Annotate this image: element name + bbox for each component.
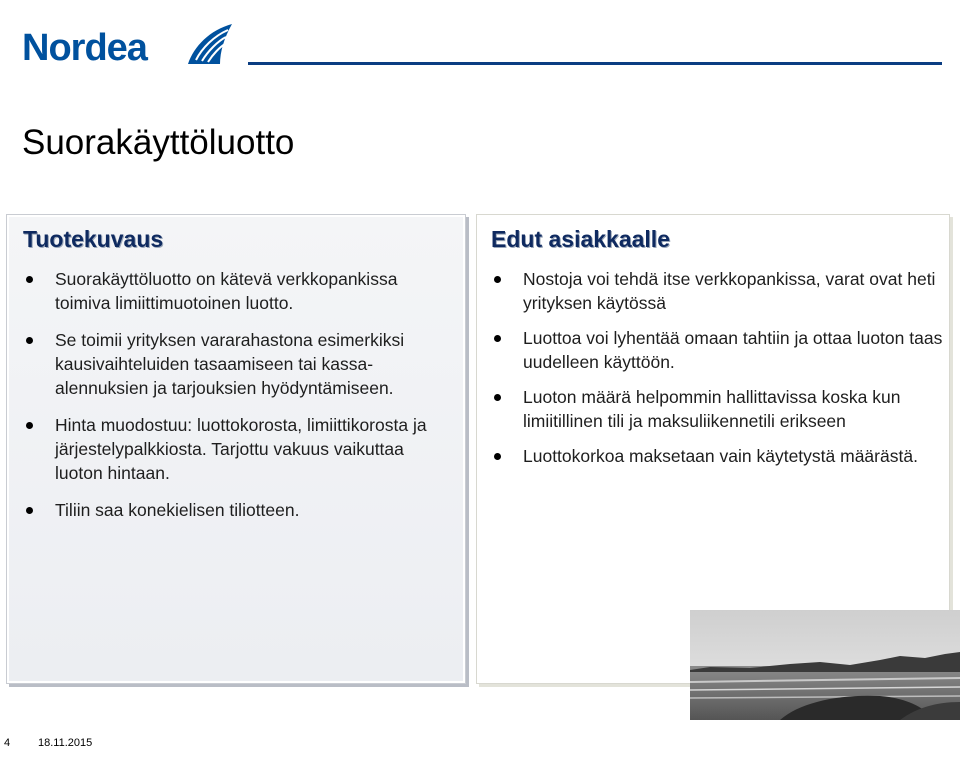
list-item-text: Se toimii yrityksen vararahastona esimerkiksi kausivaihteluiden tasaamiseen tai kassa-alennuksien ja tarjouksien hyödyntämiseen. bbox=[55, 330, 405, 398]
bullet-dot-icon bbox=[26, 337, 33, 344]
page-number: 4 bbox=[4, 737, 11, 749]
logo-wordmark: Nordea bbox=[22, 27, 147, 69]
list-item-text: Nostoja voi tehdä itse verkkopankissa, varat ovat heti yrityksen käytössä bbox=[523, 269, 936, 313]
list-item bbox=[23, 498, 453, 522]
list-item bbox=[23, 328, 453, 400]
list-item bbox=[491, 385, 943, 433]
list-item bbox=[491, 326, 943, 374]
list-item-text: Luoton määrä helpommin hallittavissa koska kun limiitillinen tili ja maksuliikennetili erikseen bbox=[523, 387, 901, 431]
product-description-list bbox=[23, 267, 453, 535]
bullet-dot-icon bbox=[494, 335, 501, 342]
panel-heading-product-description: Tuotekuvaus bbox=[23, 226, 164, 252]
list-item bbox=[491, 444, 943, 468]
bullet-dot-icon bbox=[494, 276, 501, 283]
bullet-dot-icon bbox=[26, 422, 33, 429]
bullet-dot-icon bbox=[26, 507, 33, 514]
list-item-text: Luottoa voi lyhentää omaan tahtiin ja ottaa luoton taas uudelleen käyttöön. bbox=[523, 328, 943, 372]
nordea-logo bbox=[22, 22, 232, 70]
list-item-text: Tiliin saa konekielisen tiliotteen. bbox=[55, 500, 300, 520]
product-description-panel bbox=[6, 214, 466, 684]
list-item bbox=[491, 267, 943, 315]
customer-benefits-list bbox=[491, 267, 943, 479]
panel-heading-customer-benefits: Edut asiakkaalle bbox=[491, 226, 670, 252]
header-rule bbox=[248, 62, 942, 65]
footer-date: 18.11.2015 bbox=[38, 737, 93, 749]
list-item-text: Luottokorkoa maksetaan vain käytetystä määrästä. bbox=[523, 446, 918, 466]
bullet-dot-icon bbox=[494, 453, 501, 460]
seascape-photo bbox=[690, 610, 960, 720]
sail-icon bbox=[180, 20, 236, 68]
list-item bbox=[23, 413, 453, 485]
list-item-text: Hinta muodostuu: luottokorosta, limiittikorosta ja järjestelypalkkiosta. Tarjottu vakuus vaikuttaa luoton hintaan. bbox=[55, 415, 427, 483]
list-item bbox=[23, 267, 453, 315]
bullet-dot-icon bbox=[26, 276, 33, 283]
list-item-text: Suorakäyttöluotto on kätevä verkkopankissa toimiva limiittimuotoinen luotto. bbox=[55, 269, 398, 313]
page-title: Suorakäyttöluotto bbox=[22, 123, 295, 162]
bullet-dot-icon bbox=[494, 394, 501, 401]
